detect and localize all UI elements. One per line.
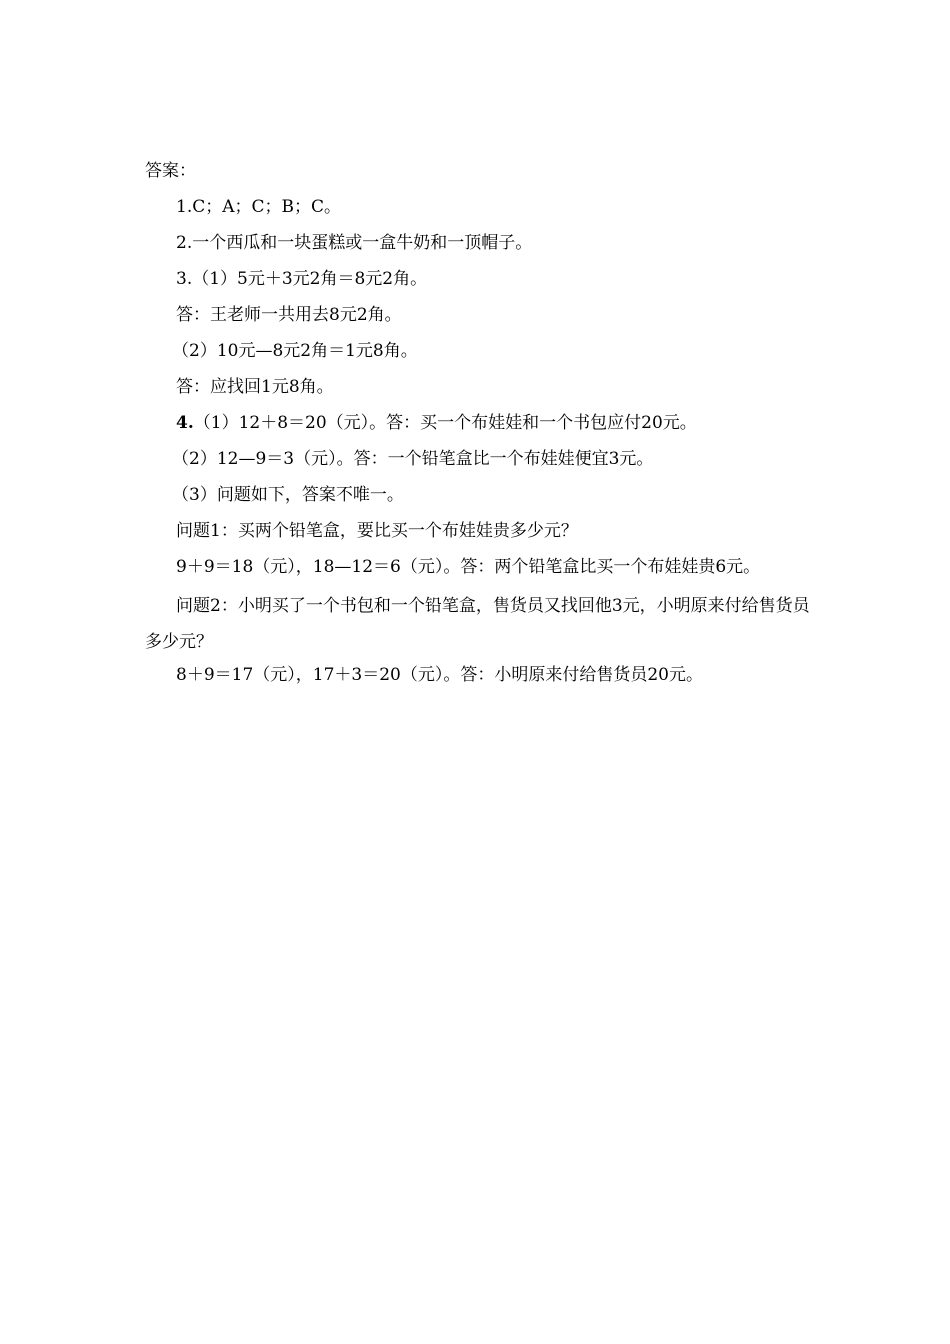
answer-line-2: 2.一个西瓜和一块蛋糕或一盒牛奶和一顶帽子。 <box>176 233 533 253</box>
problem-1-answer: 9＋9＝18（元），18—12＝6（元）。答：两个铅笔盒比买一个布娃娃贵6元。 <box>176 557 761 577</box>
answer-line-4-part-1 <box>145 408 825 444</box>
answer-line-4-part-2: （2）12—9＝3（元）。答：一个铅笔盒比一个布娃娃便宜3元。 <box>172 449 654 469</box>
answer-line-3-reply-1: 答：王老师一共用去8元2角。 <box>176 305 402 325</box>
answer-line-3-part-2: （2）10元—8元2角＝1元8角。 <box>172 341 418 361</box>
question-4-number: 4. <box>176 413 194 433</box>
answer-section <box>145 156 825 696</box>
answer-heading: 答案： <box>145 161 196 181</box>
problem-2-answer: 8＋9＝17（元），17＋3＝20（元）。答：小明原来付给售货员20元。 <box>176 665 703 685</box>
answer-line-4-part-3: （3）问题如下，答案不唯一。 <box>172 485 404 505</box>
problem-2-question: 问题2：小明买了一个书包和一个铅笔盒，售货员又找回他3元，小明原来付给售货员多少元？ <box>145 596 810 652</box>
problem-1-question: 问题1：买两个铅笔盒，要比买一个布娃娃贵多少元？ <box>176 521 578 541</box>
answer-line-3-reply-2: 答：应找回1元8角。 <box>176 377 334 397</box>
answer-line-1: 1.C；A；C；B；C。 <box>176 197 342 217</box>
question-4-part-1-text: （1）12＋8＝20（元）。答：买一个布娃娃和一个书包应付20元。 <box>193 413 697 433</box>
answer-line-3-part-1: 3.（1）5元＋3元2角＝8元2角。 <box>176 269 428 289</box>
